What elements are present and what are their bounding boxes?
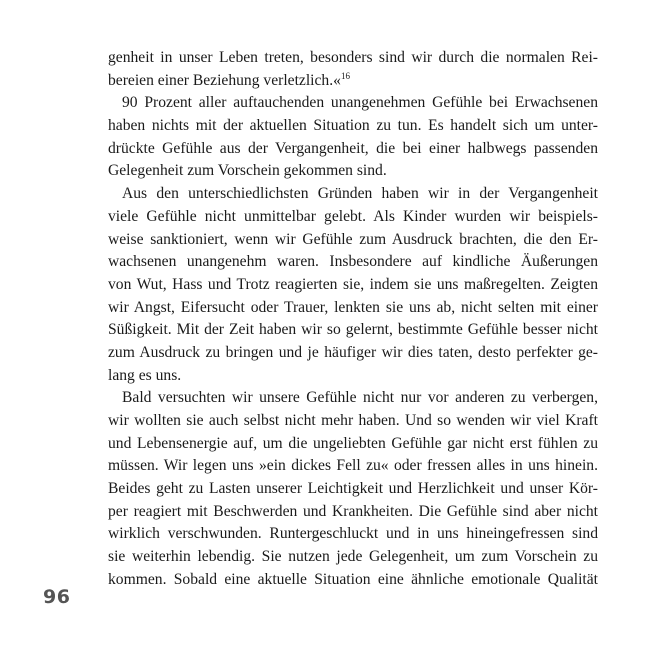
text-line: genheit in unser Leben treten, besonders sind wir durch die normalen Rei- (108, 49, 598, 66)
text-line: per reagiert mit Beschwerden und Krankheiten. Die Gefühle sind aber nicht (108, 502, 598, 520)
text-line: 90 Prozent aller auftauchenden unangenehmen Gefühle bei Erwachsenen (122, 94, 598, 112)
text-line: wir Angst, Eifersucht oder Trauer, lenkten sie uns ab, nicht selten mit einer (108, 298, 598, 316)
text-line: weise sanktioniert, wenn wir Gefühle zum Ausdruck brachten, die den Er- (108, 230, 598, 248)
text-line: Aus den unterschiedlichsten Gründen haben wir in der Vergangenheit (122, 185, 598, 203)
text-line: und Lebensenergie auf, um die ungeliebten Gefühle gar nicht erst fühlen zu (108, 434, 598, 452)
text-line: kommen. Sobald eine aktuelle Situation eine ähnliche emotionale Qualität (108, 570, 598, 588)
text-line: Bald versuchten wir unsere Gefühle nicht nur vor anderen zu verbergen, (122, 389, 598, 407)
text-line: von Wut, Hass und Trotz reagierten sie, indem sie uns maßregelten. Zeigten (108, 275, 598, 293)
text-line (108, 70, 598, 93)
text-line: wachsenen unangenehm waren. Insbesondere auf kindliche Äußerungen (108, 253, 598, 271)
text-line: müssen. Wir legen uns »ein dickes Fell zu« oder fressen alles in uns hinein. (108, 457, 598, 475)
footnote-marker: 16 (340, 70, 350, 81)
text-line: wir wollten sie auch selbst nicht mehr haben. Und so wenden wir viel Kraft (108, 412, 598, 429)
page-number: 96 (43, 586, 71, 608)
text-line: viele Gefühle nicht unmittelbar gelebt. Als Kinder wurden wir beispiels- (108, 207, 598, 225)
text-line: zum Ausdruck zu bringen und je häufiger wir dies taten, desto perfekter ge- (108, 343, 598, 361)
text-line: Gelegenheit zum Vorschein gekommen sind. (108, 162, 387, 180)
text-line: Süßigkeit. Mit der Zeit haben wir so gelernt, bestimmte Gefühle besser nicht (108, 321, 598, 339)
text-line: wirklich verschwunden. Runtergeschluckt und in uns hineingefressen sind (108, 525, 598, 543)
text-line: Beides geht zu Lasten unserer Leichtigkeit und Herzlichkeit und unser Kör- (108, 480, 598, 498)
text-line: drückte Gefühle aus der Vergangenheit, die bei einer halbwegs passenden (108, 139, 598, 157)
body-text (108, 47, 598, 592)
text-line: haben nichts mit der aktuellen Situation zu tun. Es handelt sich um unter- (108, 117, 598, 135)
text-line: sie weiterhin lebendig. Sie nutzen jede Gelegenheit, um zum Vorschein zu (108, 548, 598, 566)
text-line: lang es uns. (108, 366, 182, 384)
text-line-content: bereien einer Beziehung verletzlich.« (108, 71, 341, 89)
